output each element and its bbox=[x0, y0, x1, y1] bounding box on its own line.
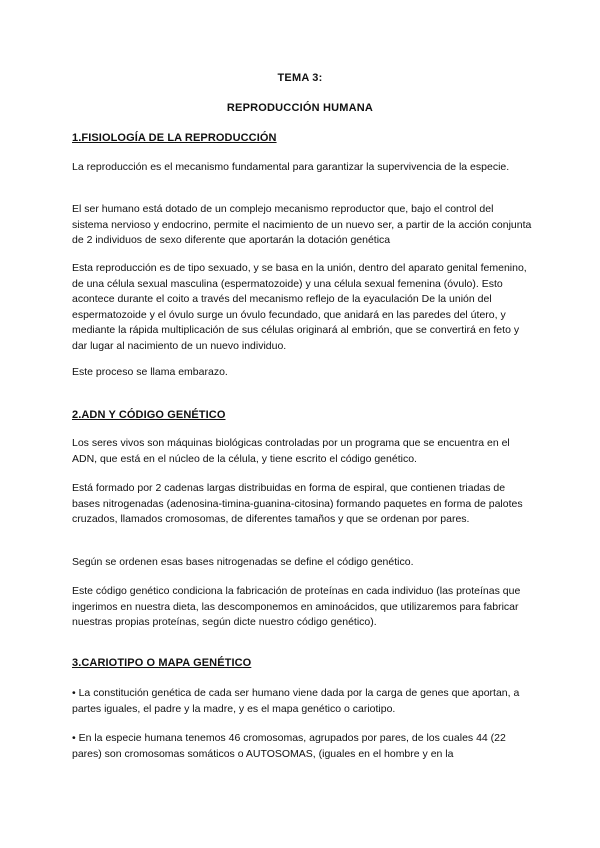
paragraph: El ser humano está dotado de un complejo mecanismo reproductor que, bajo el control del sistema nervioso y endocrino, permite el nacimiento de un nuevo ser, a partir de la acción conjunta de 2 individuos de sexo diferente que aportarán la dotación genética bbox=[72, 203, 532, 246]
paragraph: Esta reproducción es de tipo sexuado, y se basa en la unión, dentro del aparato genital femenino, de una célula sexual masculina (espermatozoide) y una célula sexual femenina (óvulo). Esto acontece durante el coito a través del mecanismo reflejo de la eyaculación De la unión del espermatozoide y el óvulo surge un óvulo fecundado, que anidará en las paredes del útero, y mediante la rápida multiplicación de sus células originará al embrión, que se convertirá en feto y dar lugar al nacimiento de un nuevo individuo. bbox=[72, 262, 527, 352]
paragraph: Está formado por 2 cadenas largas distribuidas en forma de espiral, que contienen triadas de bases nitrogenadas (adenosina-timina-guanina-citosina) formando paquetes en forma de palotes cruzados, llamados cromosomas, de diferentes tamaños y que se ordenan por pares. bbox=[72, 482, 523, 525]
paragraph: Los seres vivos son máquinas biológicas controladas por un programa que se encuentra en el ADN, que está en el núcleo de la célula, y tiene escrito el código genético. bbox=[72, 437, 510, 465]
section-heading-cariotipo: 3.CARIOTIPO O MAPA GENÉTICO bbox=[72, 657, 252, 669]
paragraph: Este proceso se llama embarazo. bbox=[72, 366, 228, 378]
paragraph: Según se ordenen esas bases nitrogenadas se define el código genético. bbox=[72, 556, 414, 568]
document-subtitle: REPRODUCCIÓN HUMANA bbox=[226, 102, 374, 114]
paragraph: La reproducción es el mecanismo fundamental para garantizar la supervivencia de la especie. bbox=[72, 161, 510, 173]
section-heading-fisiologia: 1.FISIOLOGÍA DE LA REPRODUCCIÓN bbox=[72, 132, 277, 144]
section-heading-adn: 2.ADN Y CÓDIGO GENÉTICO bbox=[72, 409, 226, 421]
document-title: TEMA 3: bbox=[277, 72, 323, 84]
paragraph: • En la especie humana tenemos 46 cromosomas, agrupados por pares, de los cuales 44 (22 pares) son cromosomas somáticos o AUTOSOMAS, (iguales en el hombre y en la bbox=[72, 732, 506, 760]
paragraph: Este código genético condiciona la fabricación de proteínas en cada individuo (las proteínas que ingerimos en nuestra dieta, las descomponemos en aminoácidos, que utilizaremos para fabricar nuestras propias proteínas, según dicte nuestro código genético). bbox=[72, 585, 521, 628]
paragraph: • La constitución genética de cada ser humano viene dada por la carga de genes que aportan, a partes iguales, el padre y la madre, y es el mapa genético o cariotipo. bbox=[72, 687, 520, 715]
